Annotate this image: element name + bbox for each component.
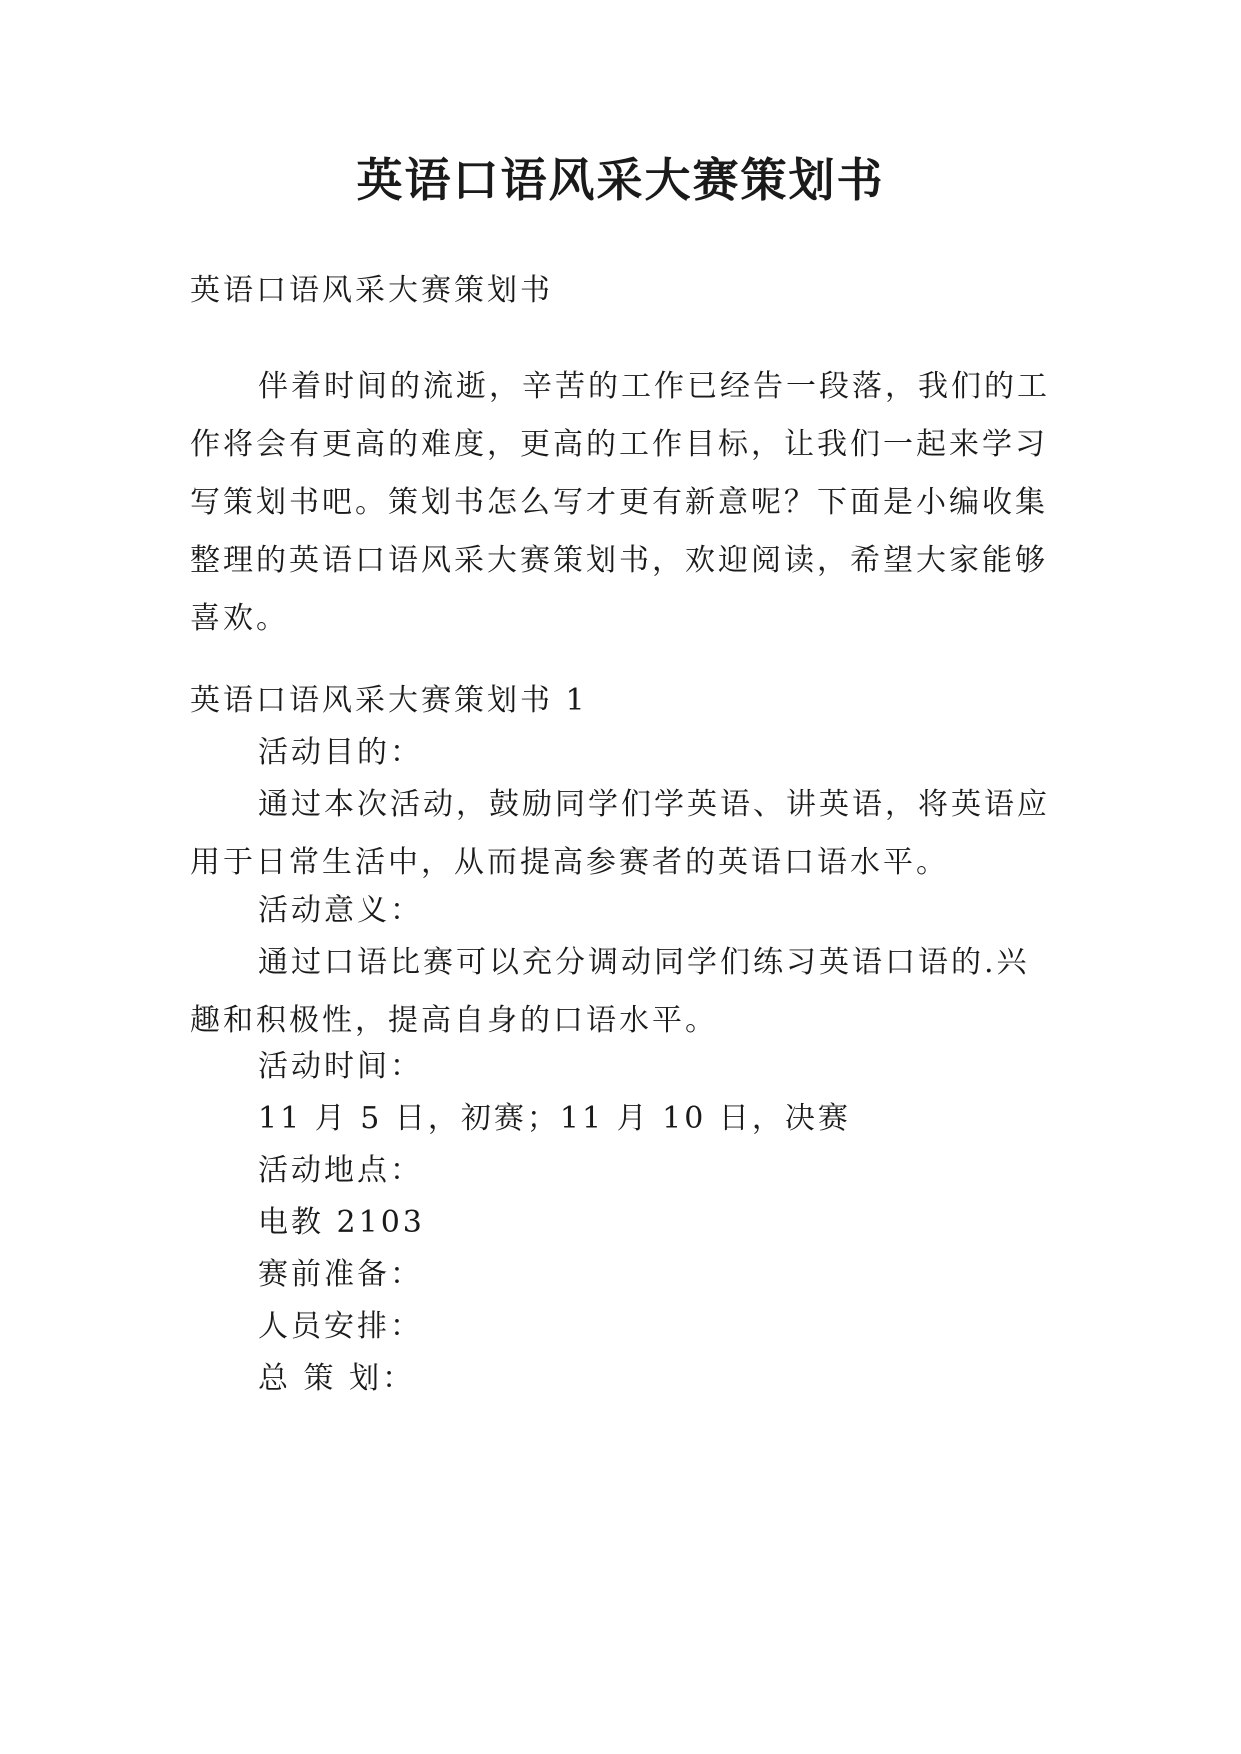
time-text: 11 月 5 日，初赛；11 月 10 日，决赛	[258, 1101, 851, 1136]
planner-label: 总 策 划：	[258, 1361, 416, 1396]
place-label: 活动地点：	[258, 1153, 423, 1188]
purpose-paragraph: 通过本次活动，鼓励同学们学英语、讲英语，将英语应用于日常生活中，从而提高参赛者的英语口语水平。	[190, 787, 1050, 880]
section-heading: 英语口语风采大赛策划书 1	[190, 683, 588, 718]
document-title: 英语口语风采大赛策划书	[356, 153, 885, 207]
intro-paragraph: 伴着时间的流逝，辛苦的工作已经告一段落，我们的工作将会有更高的难度，更高的工作目标，让我们一起来学习写策划书吧。策划书怎么写才更有新意呢？下面是小编收集整理的英语口语风采大赛策划书，欢迎阅读，希望大家能够喜欢。	[190, 369, 1050, 636]
meaning-label: 活动意义：	[258, 893, 423, 928]
staff-label: 人员安排：	[258, 1309, 423, 1344]
time-label: 活动时间：	[258, 1049, 423, 1084]
document-subtitle: 英语口语风采大赛策划书	[190, 273, 553, 308]
purpose-label: 活动目的：	[258, 735, 423, 770]
place-text: 电教 2103	[258, 1205, 425, 1240]
meaning-paragraph: 通过口语比赛可以充分调动同学们练习英语口语的.兴趣和积极性，提高自身的口语水平。	[190, 945, 1030, 1038]
prep-label: 赛前准备：	[258, 1257, 423, 1292]
